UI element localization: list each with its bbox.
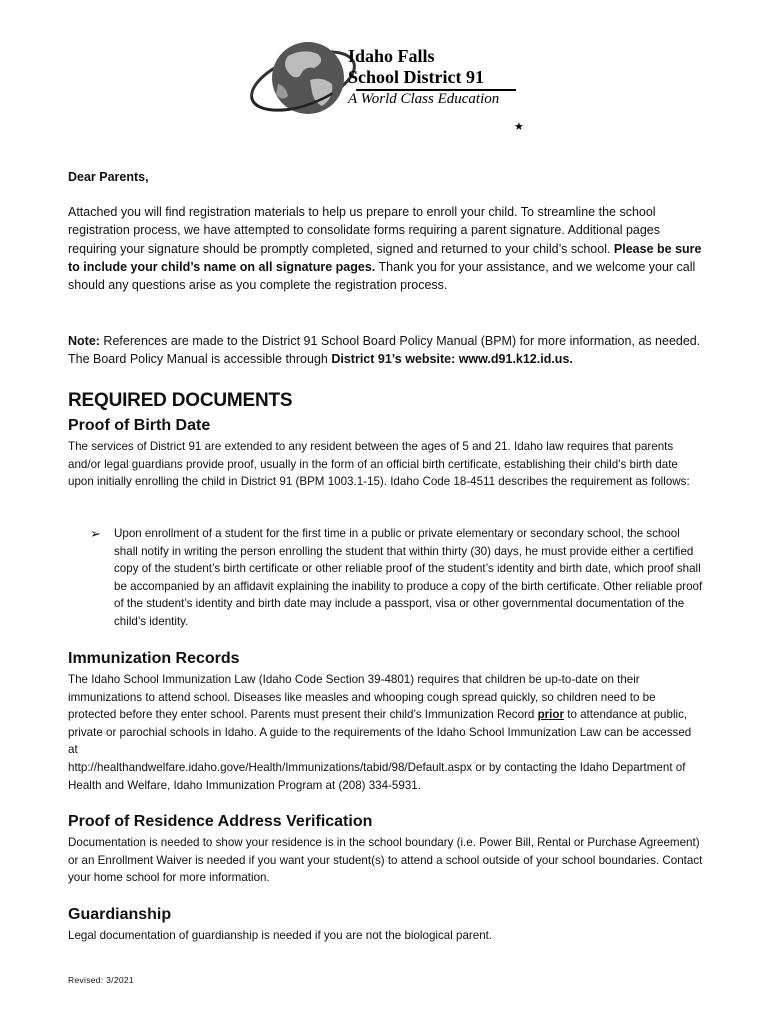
arrow-bullet-icon: ➢ [90, 526, 101, 541]
intro-paragraph: Attached you will find registration materials to help us prepare to enroll your child. To streamline the school registration process, we have attempted to consolidate forms requiring a parent signature. Additional pages requiring your signature should be promptly completed, signed and returned to your child’s school. Please be sure to include your child’s name on all signature pages. Thank you for your assistance, and we welcome your call should any questions arise as you complete the registration process. [68, 205, 702, 293]
immunization-guide-link[interactable]: http://healthandwelfare.idaho.gove/Health/Immunizations/tabid/98/Default.aspx [68, 760, 473, 774]
residence-text: Documentation is needed to show your residence is in the school boundary (i.e. Power Bill, Rental or Purchase Agreement) or an Enrollment Waiver is needed if you want your student(s) to attend a school outside of your school boundaries. Contact your home school for more information. [68, 836, 703, 885]
birth-date-text: The services of District 91 are extended to any resident between the ages of 5 and 21. Idaho law requires that parents and/or legal guardians provide proof, usually in the form of an official birth certificate, establishing their child’s birth date upon initially enrolling the child in District 91 (BPM 1003.1-15). Idaho Code 18-4511 describes the requirement as follows: [68, 440, 690, 489]
birth-date-heading: Proof of Birth Date [68, 417, 211, 434]
required-documents-heading: REQUIRED DOCUMENTS [68, 390, 293, 411]
note-paragraph: Note: References are made to the District 91 School Board Policy Manual (BPM) for more information, as needed. The Board Policy Manual is accessible through District 91’s website: www.d91.k12.id.us. [68, 334, 701, 367]
immunization-heading: Immunization Records [68, 650, 240, 667]
globe-icon [248, 36, 358, 126]
revision-date: Revised: 3/2021 [68, 975, 134, 985]
signature-reminder: Please be sure to include your child’s name on all signature pages. [68, 241, 702, 274]
guardianship-heading: Guardianship [68, 906, 172, 923]
prior-emphasis: prior [537, 708, 564, 722]
district-website-link[interactable]: District 91’s website: www.d91.k12.id.us. [331, 352, 573, 367]
district-logo [248, 36, 538, 133]
logo-line2: School District 91 [348, 67, 484, 87]
residence-heading: Proof of Residence Address Verification [68, 813, 373, 830]
logo-tagline: A World Class Education [348, 91, 500, 107]
star-icon: ★ [514, 121, 524, 133]
immunization-text: The Idaho School Immunization Law (Idaho Code Section 39-4801) requires that children be up-to-date on their immunizations to attend school. Diseases like measles and whooping cough spread quickly, so children need to be protected before they enter school. Parents must present their child’s Immunization Record prior to attendance at public, private or parochial schools in Idaho. A guide to the requirements of the Idaho School Immunization Law can be accessed at http://healthandwelfare.idaho.gove/Health/Immunizations/tabid/98/Default.aspx or by contacting the Idaho Department of Health and Welfare, Idaho Immunization Program at (208) 334-5931. [68, 673, 692, 792]
guardianship-text: Legal documentation of guardianship is needed if you are not the biological parent. [68, 929, 493, 942]
birth-requirement-bullet: ➢ Upon enrollment of a student for the first time in a public or private elementary or secondary school, the school shall notify in writing the person enrolling the student that within thirty (30) days, he must provide either a certified copy of the student’s birth certificate or other reliable proof of the student’s identity and birth date, which proof shall be accompanied by an affidavit explaining the inability to produce a copy of the birth certificate. Other reliable proof of the student’s identity and birth date may include a passport, visa or other governmental documentation of the child’s identity. [90, 526, 703, 628]
logo-text [348, 46, 499, 109]
salutation: Dear Parents, [68, 170, 149, 184]
logo-line1: Idaho Falls [348, 46, 435, 66]
logo-divider [356, 89, 516, 91]
